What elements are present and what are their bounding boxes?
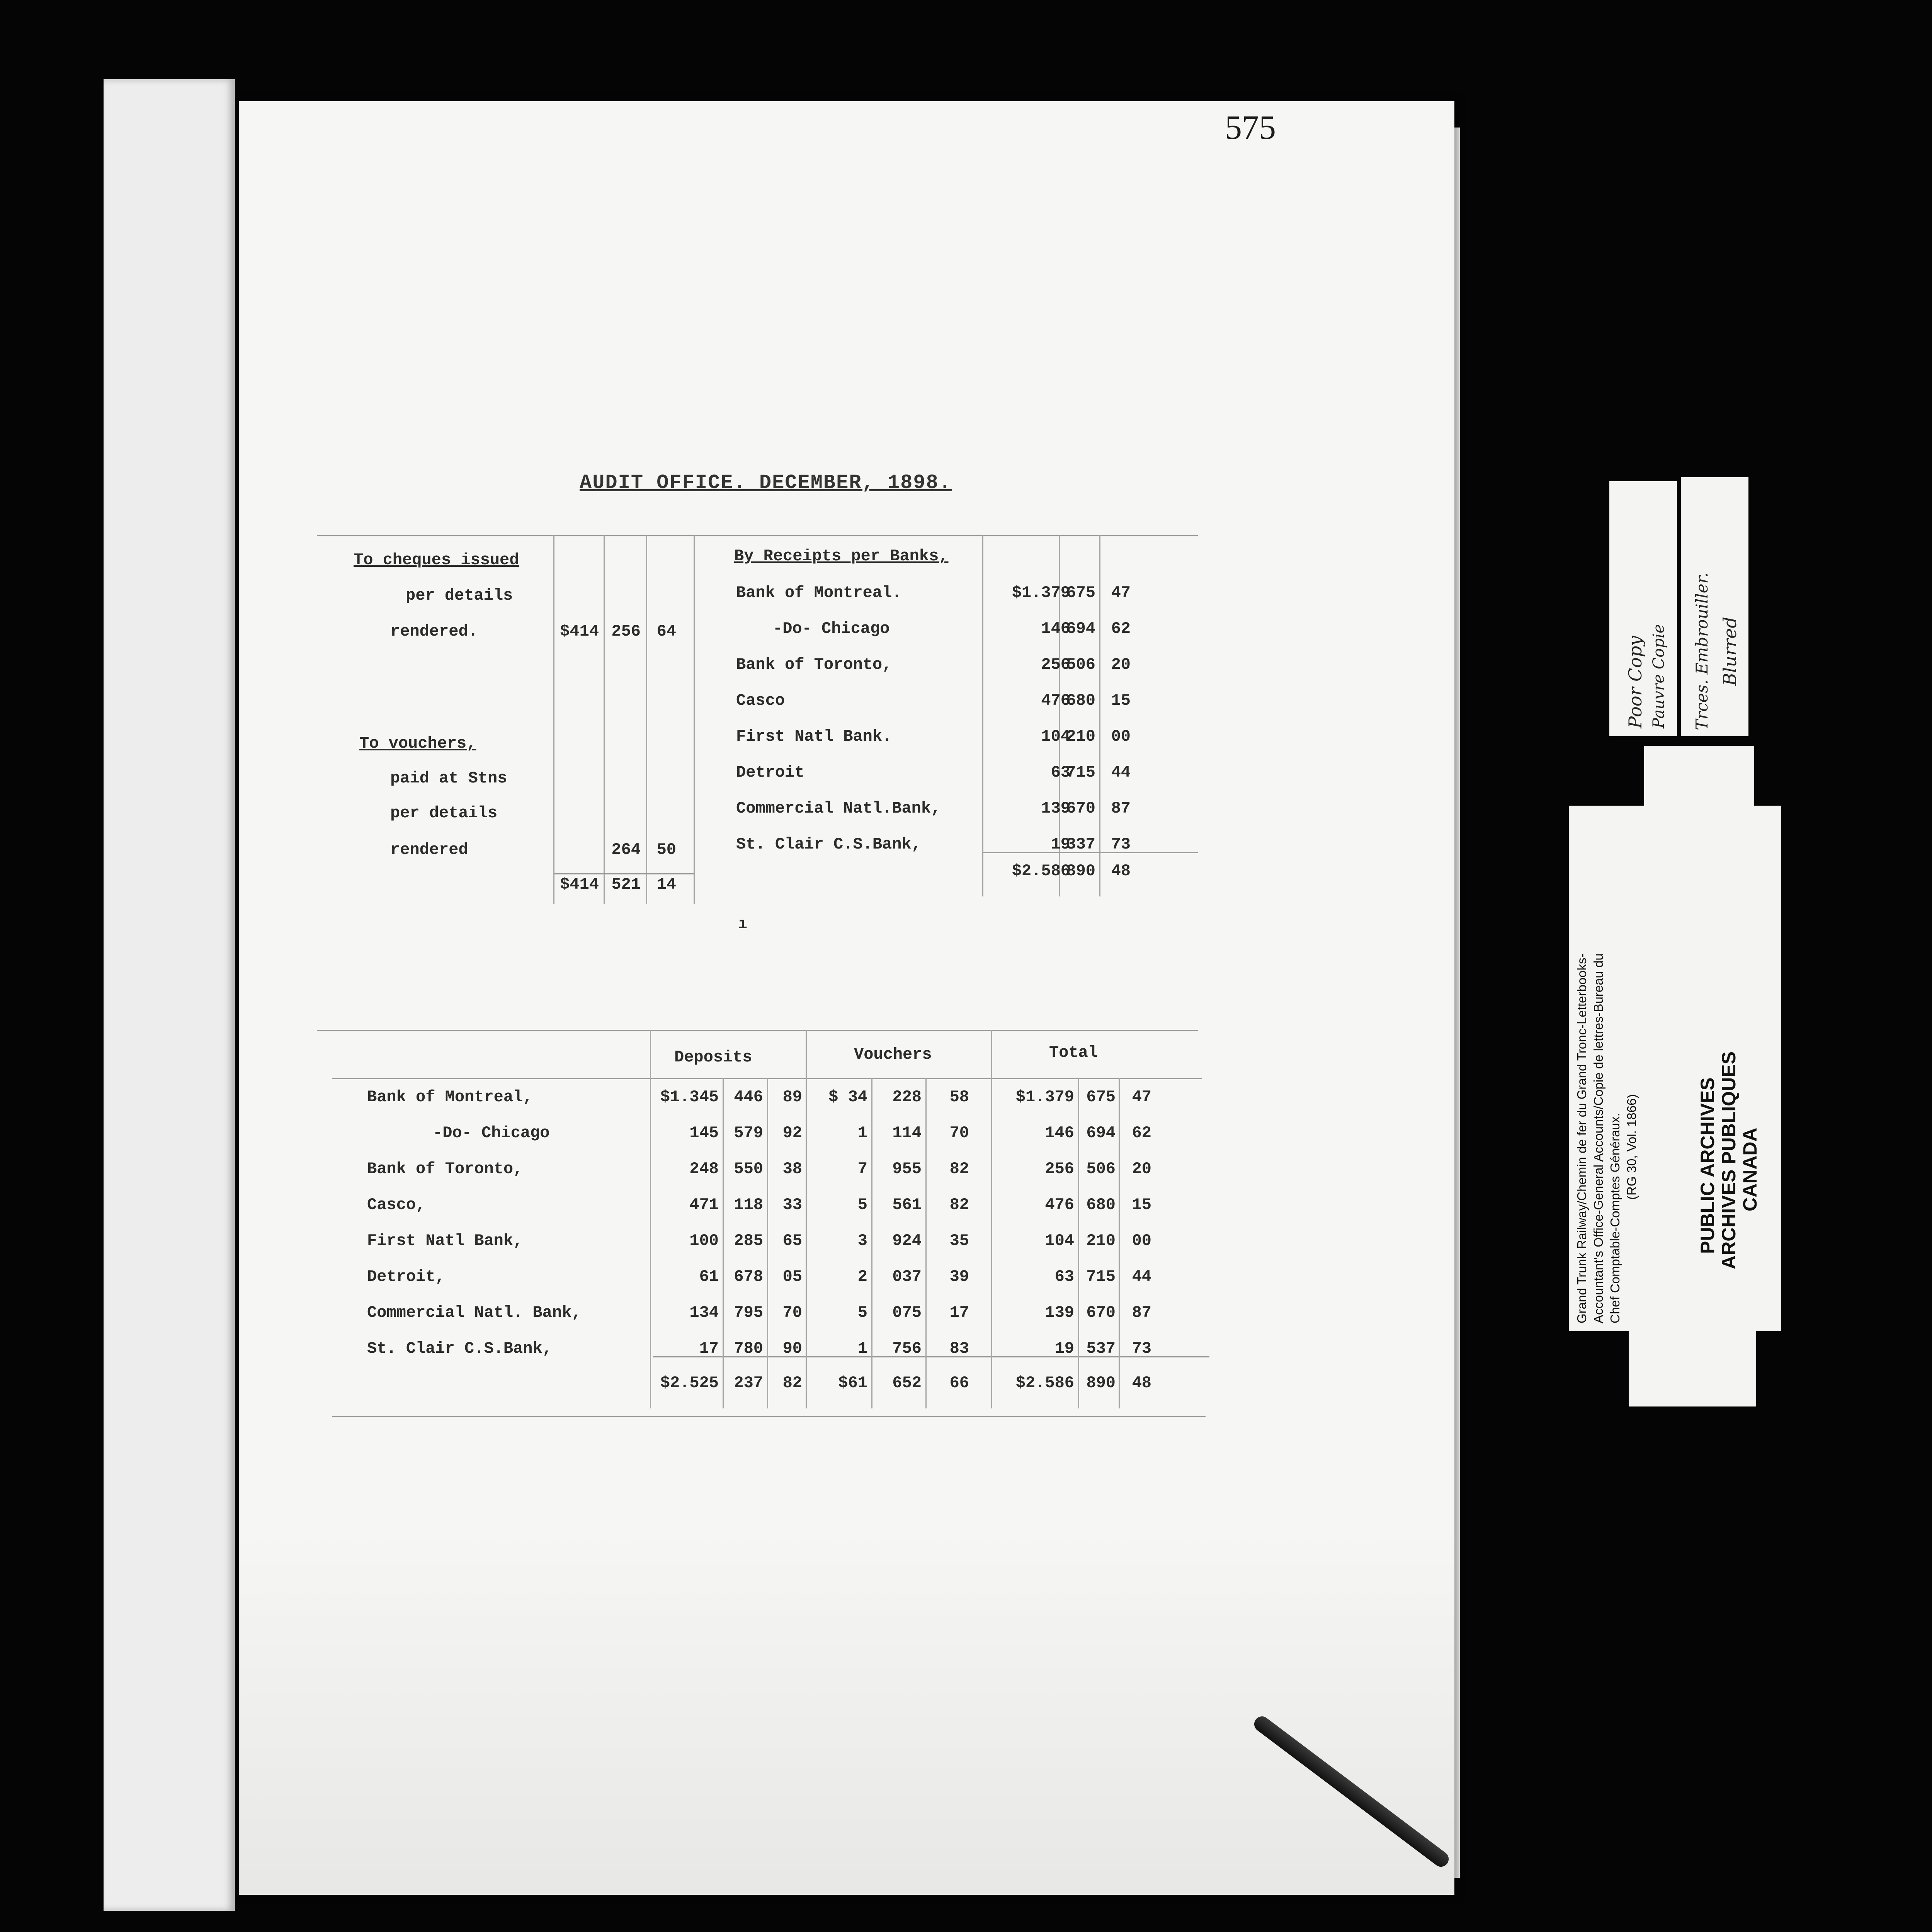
total-thousands: 506 [1086,1160,1116,1178]
poor-copy-text-fr: Pauvre Copie [1650,624,1668,728]
credit-total-dollars: $2.586 [1012,862,1070,880]
debit-total-cents: 14 [656,875,676,894]
blurred-label [1681,477,1748,736]
deposits-thousands: 795 [734,1303,763,1322]
statement-total-rule [554,873,694,874]
deposits-cents: 90 [782,1339,802,1358]
amount-dollars: 19 [1051,835,1070,854]
deposits-cents: 38 [782,1160,802,1178]
deposits-cents: 65 [782,1231,802,1250]
summary-total-deposits-thousands: 237 [734,1374,763,1392]
deposits-dollars: 248 [689,1160,719,1178]
vouchers-dollars: 1 [857,1124,867,1142]
summary-total-vouchers-thousands: 652 [892,1374,922,1392]
total-dollars: 139 [1045,1303,1074,1322]
summary-row-label: St. Clair C.S.Bank, [367,1339,552,1358]
vouchers-dollars: 3 [857,1231,867,1250]
vouchers-cents: 58 [949,1088,969,1106]
deposits-cents: 89 [782,1088,802,1106]
summary-total-total-thousands: 890 [1086,1374,1116,1392]
amount-cents: 44 [1111,763,1131,782]
total-cents: 73 [1132,1339,1151,1358]
deposits-dollars: 134 [689,1303,719,1322]
deposits-dollars: 100 [689,1231,719,1250]
vouchers-cents: 82 [949,1160,969,1178]
amount-dollars: $414 [560,622,599,641]
debit-total-thousands: 521 [611,875,641,894]
amount-cents: 15 [1111,691,1131,710]
total-cents: 87 [1132,1303,1151,1322]
amount-thousands: 506 [1066,655,1095,674]
amount-cents: 50 [656,840,676,859]
summary-bottom-rule [332,1416,1206,1417]
summary-total-vouchers-dollars: $61 [838,1374,867,1392]
deposits-thousands: 446 [734,1088,763,1106]
amount-thousands: 715 [1066,763,1095,782]
deposits-dollars: $1.345 [660,1088,719,1106]
total-dollars: 104 [1045,1231,1074,1250]
total-cents: 20 [1132,1160,1151,1178]
debit-vouchers-label: To vouchers, [359,734,476,753]
deposits-thousands: 579 [734,1124,763,1142]
summary-header-vouchers: Vouchers [854,1045,932,1064]
total-dollars: 476 [1045,1196,1074,1214]
summary-row-label: Bank of Toronto, [367,1160,523,1178]
amount-thousands: 210 [1066,727,1095,746]
summary-total-deposits-cents: 82 [782,1374,802,1392]
debit-cheques-label: rendered. [390,622,478,641]
deposits-thousands: 550 [734,1160,763,1178]
deposits-dollars: 17 [699,1339,719,1358]
summary-row-label: First Natl Bank, [367,1231,523,1250]
vouchers-thousands: 756 [892,1339,922,1358]
vouchers-thousands: 075 [892,1303,922,1322]
archive-stamp-tab [1629,1314,1756,1406]
amount-thousands: 670 [1066,799,1095,818]
amount-cents: 73 [1111,835,1131,854]
blurred-text-fr: Trces. Embrouiller. [1692,572,1711,730]
archive-name-fr: ARCHIVES PUBLIQUES [1718,1051,1740,1269]
poor-copy-text: Poor Copy [1625,636,1646,728]
debit-total-dollars: $414 [560,875,599,894]
total-cents: 47 [1132,1088,1151,1106]
vouchers-cents: 35 [949,1231,969,1250]
total-dollars: 63 [1054,1267,1074,1286]
deposits-thousands: 678 [734,1267,763,1286]
summary-row-label: -Do- Chicago [433,1124,550,1142]
vouchers-dollars: 7 [857,1160,867,1178]
total-cents: 62 [1132,1124,1151,1142]
amount-thousands: 337 [1066,835,1095,854]
vouchers-dollars: 1 [857,1339,867,1358]
archive-name: PUBLIC ARCHIVES [1697,1077,1718,1254]
archive-caption: Grand Trunk Railway/Chemin de fer du Grand Tronc-Letterbooks- [1575,953,1589,1323]
amount-dollars: 63 [1051,763,1070,782]
debit-vouchers-label: rendered [390,840,468,859]
credit-row-label: Commercial Natl.Bank, [736,799,941,818]
vouchers-cents: 83 [949,1339,969,1358]
amount-thousands: 675 [1066,583,1095,602]
vouchers-thousands: 228 [892,1088,922,1106]
deposits-thousands: 780 [734,1339,763,1358]
amount-dollars: 476 [1041,691,1070,710]
vouchers-cents: 82 [949,1196,969,1214]
deposits-cents: 70 [782,1303,802,1322]
total-cents: 00 [1132,1231,1151,1250]
total-dollars: 19 [1054,1339,1074,1358]
vouchers-thousands: 924 [892,1231,922,1250]
summary-total-total-dollars: $2.586 [1015,1374,1074,1392]
summary-row-label: Bank of Montreal, [367,1088,533,1106]
deposits-thousands: 118 [734,1196,763,1214]
summary-header-total: Total [1049,1043,1098,1062]
summary-rule [1078,1078,1079,1408]
credit-row-label: Bank of Montreal. [736,583,902,602]
credit-row-label: Bank of Toronto, [736,655,892,674]
total-thousands: 210 [1086,1231,1116,1250]
vouchers-dollars: 5 [857,1196,867,1214]
debit-vouchers-label: paid at Stns [390,769,507,787]
total-thousands: 537 [1086,1339,1116,1358]
credit-row-label: Casco [736,691,785,710]
deposits-dollars: 471 [689,1196,719,1214]
amount-dollars: 139 [1041,799,1070,818]
vouchers-cents: 17 [949,1303,969,1322]
statement-top-rule [317,535,1198,536]
summary-total-total-cents: 48 [1132,1374,1151,1392]
total-dollars: $1.379 [1015,1088,1074,1106]
summary-total-vouchers-cents: 66 [949,1374,969,1392]
amount-cents: 64 [656,622,676,641]
vouchers-thousands: 114 [892,1124,922,1142]
credit-row-label: -Do- Chicago [773,619,890,638]
stray-mark: ı [738,916,748,933]
amount-cents: 20 [1111,655,1131,674]
credit-row-label: First Natl Bank. [736,727,892,746]
total-cents: 44 [1132,1267,1151,1286]
summary-row-label: Detroit, [367,1267,445,1286]
amount-dollars: 256 [1041,655,1070,674]
debit-cheques-label: To cheques issued [354,551,519,569]
deposits-dollars: 145 [689,1124,719,1142]
credit-row-label: St. Clair C.S.Bank, [736,835,921,854]
summary-rule [871,1078,872,1408]
archive-caption: Accountant's Office-General Accounts/Copie de lettres-Bureau du [1591,953,1605,1323]
total-dollars: 256 [1045,1160,1074,1178]
page-shading [239,1526,1454,1895]
amount-thousands: 694 [1066,619,1095,638]
credit-total-cents: 48 [1111,862,1131,880]
summary-rule [806,1030,807,1408]
deposits-cents: 05 [782,1267,802,1286]
total-thousands: 715 [1086,1267,1116,1286]
vouchers-dollars: $ 34 [828,1088,867,1106]
total-cents: 15 [1132,1196,1151,1214]
poor-copy-label [1609,481,1677,736]
vouchers-thousands: 561 [892,1196,922,1214]
total-thousands: 675 [1086,1088,1116,1106]
debit-cheques-label: per details [406,586,513,605]
summary-rule [991,1030,992,1408]
total-dollars: 146 [1045,1124,1074,1142]
deposits-dollars: 61 [699,1267,719,1286]
vouchers-dollars: 5 [857,1303,867,1322]
archive-stamp [1569,806,1781,1331]
credit-header: By Receipts per Banks, [734,547,949,565]
amount-cents: 00 [1111,727,1131,746]
vouchers-cents: 39 [949,1267,969,1286]
blurred-text: Blurred [1719,617,1740,686]
left-page-strip [104,79,235,1911]
summary-rule [723,1078,724,1408]
page-heading: AUDIT OFFICE. DECEMBER, 1898. [580,471,952,494]
summary-top-rule [317,1030,1198,1031]
deposits-cents: 92 [782,1124,802,1142]
vouchers-thousands: 037 [892,1267,922,1286]
summary-header-deposits: Deposits [674,1048,752,1066]
amount-dollars: $1.379 [1012,583,1070,602]
amount-thousands: 264 [611,840,641,859]
deposits-thousands: 285 [734,1231,763,1250]
credit-row-label: Detroit [736,763,804,782]
total-thousands: 680 [1086,1196,1116,1214]
summary-total-deposits-dollars: $2.525 [660,1374,719,1392]
page-number: 575 [1225,109,1276,146]
vouchers-thousands: 955 [892,1160,922,1178]
vouchers-dollars: 2 [857,1267,867,1286]
amount-cents: 62 [1111,619,1131,638]
vouchers-cents: 70 [949,1124,969,1142]
total-thousands: 670 [1086,1303,1116,1322]
amount-dollars: 104 [1041,727,1070,746]
summary-row-label: Commercial Natl. Bank, [367,1303,582,1322]
archive-caption: Chef Comptable-Comptes Généraux. [1608,1113,1622,1323]
summary-row-label: Casco, [367,1196,426,1214]
summary-rule [650,1030,651,1408]
amount-cents: 87 [1111,799,1131,818]
statement-rule [553,535,554,904]
archive-country: CANADA [1739,1128,1761,1211]
amount-dollars: 146 [1041,619,1070,638]
archive-reference: (RG 30, Vol. 1866) [1624,1094,1639,1200]
statement-rule [694,535,695,904]
total-thousands: 694 [1086,1124,1116,1142]
credit-total-thousands: 890 [1066,862,1095,880]
deposits-cents: 33 [782,1196,802,1214]
amount-thousands: 680 [1066,691,1095,710]
amount-cents: 47 [1111,583,1131,602]
debit-vouchers-label: per details [390,804,498,822]
amount-thousands: 256 [611,622,641,641]
